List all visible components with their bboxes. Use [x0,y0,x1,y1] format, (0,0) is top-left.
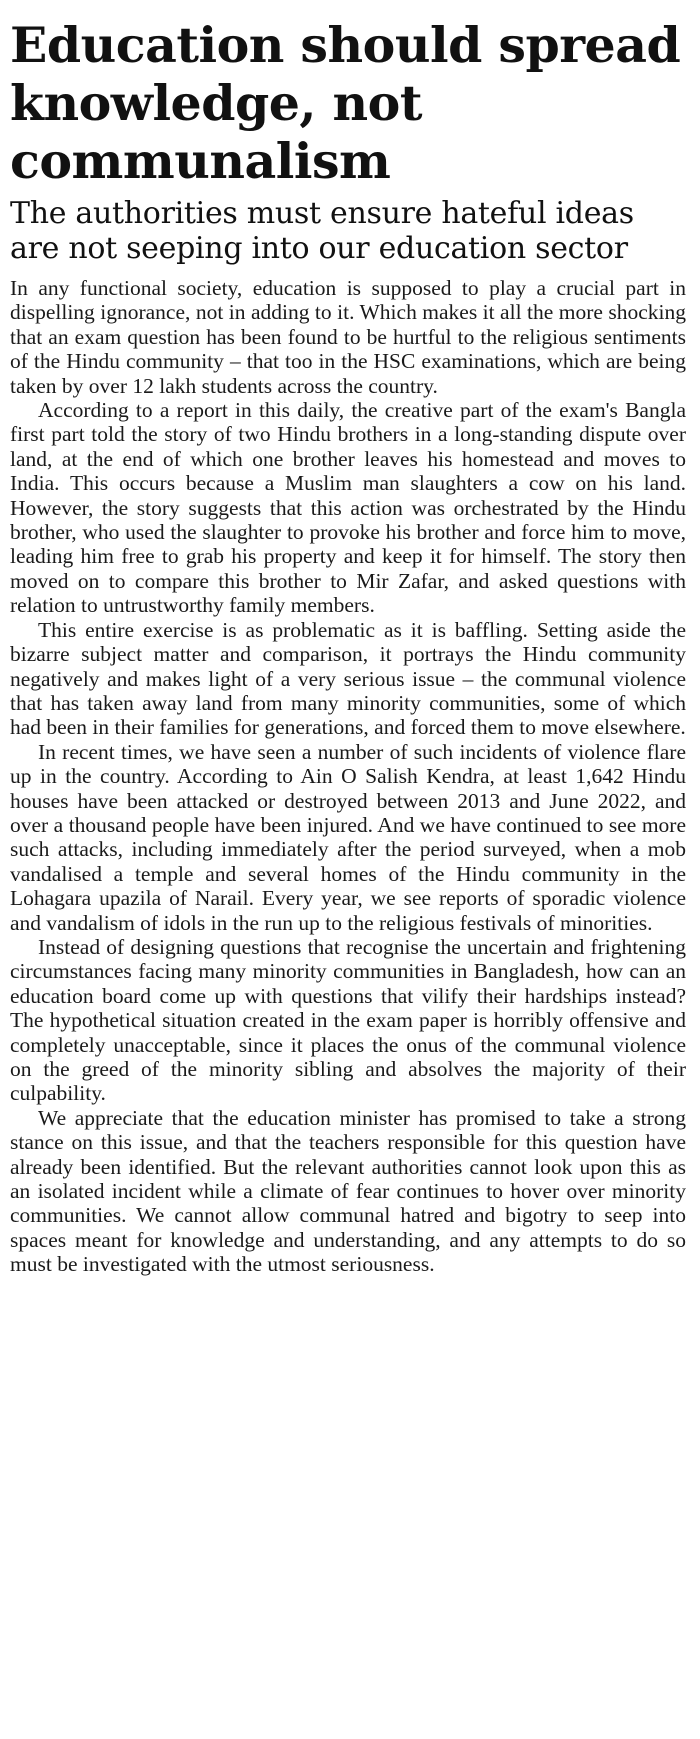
subheadline: The authorities must ensure hateful ideas are not seeping into our education sector [10,196,634,266]
paragraph-4: In recent times, we have seen a number of such incidents of violence flare up in the country. According to Ain O Salish Kendra, at least 1,642 Hindu houses have been attacked or destroyed between 2013 and June 2022, and over a thousand people have been injured. And we have continued to see more such attacks, including immediately after the period surveyed, when a mob vandalised a temple and several homes of the Hindu community in the Lohagara upazila of Narail. Every year, we see reports of sporadic violence and vandalism of idols in the run up to the religious festivals of minorities. [10,739,686,935]
editorial-article [10,16,686,1277]
paragraph-6: We appreciate that the education minister has promised to take a strong stance on this issue, and that the teachers responsible for this question have already been identified. But the relevant authorities cannot look upon this as an isolated incident while a climate of fear continues to hover over minority communities. We cannot allow communal hatred and bigotry to seep into spaces meant for knowledge and understanding, and any attempts to do so must be investigated with the utmost seriousness. [10,1105,686,1277]
headline: Education should spread knowledge, not communalism [10,16,681,190]
paragraph-3: This entire exercise is as problematic as it is baffling. Setting aside the bizarre subject matter and comparison, it portrays the Hindu community negatively and makes light of a very serious issue – the communal violence that has taken away land from many minority communities, some of which had been in their families for generations, and forced them to move elsewhere. [10,617,686,740]
paragraph-2: According to a report in this daily, the creative part of the exam's Bangla first part told the story of two Hindu brothers in a long-standing dispute over land, at the end of which one brother leaves his homestead and moves to India. This occurs because a Muslim man slaughters a cow on his land. However, the story suggests that this action was orchestrated by the Hindu brother, who used the slaughter to provoke his brother and force him to move, leading him free to grab his property and keep it for himself. The story then moved on to compare this brother to Mir Zafar, and asked questions with relation to untrustworthy family members. [10,398,686,618]
article-body [10,276,686,1277]
paragraph-5: Instead of designing questions that recognise the uncertain and frightening circumstances facing many minority communities in Bangladesh, how can an education board come up with questions that vilify their hardships instead? The hypothetical situation created in the exam paper is horribly offensive and completely unacceptable, since it places the onus of the communal violence on the greed of the minority sibling and absolves the majority of their culpability. [10,934,686,1106]
paragraph-1: In any functional society, education is supposed to play a crucial part in dispelling ignorance, not in adding to it. Which makes it all the more shocking that an exam question has been found to be hurtful to the religious sentiments of the Hindu community – that too in the HSC examinations, which are being taken by over 12 lakh students across the country. [10,276,686,398]
